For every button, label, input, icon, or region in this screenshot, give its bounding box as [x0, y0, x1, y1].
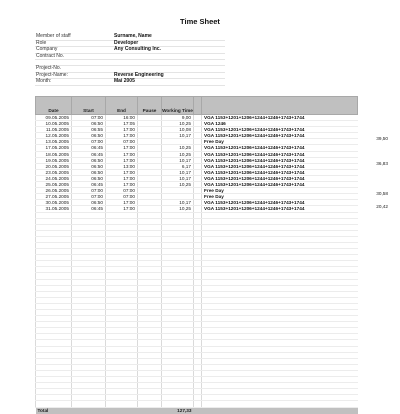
- end-cell[interactable]: 17:00: [106, 127, 138, 133]
- info-label: Member of staff: [35, 34, 113, 40]
- working-time-cell[interactable]: 10,25: [162, 206, 194, 212]
- working-time-cell[interactable]: 10,25: [162, 182, 194, 188]
- working-time-cell[interactable]: 10,17: [162, 175, 194, 181]
- date-cell[interactable]: 13.05.2005: [36, 139, 72, 145]
- weekly-total: 36,83: [376, 160, 388, 166]
- date-cell[interactable]: 23.05.2005: [36, 169, 72, 175]
- start-cell[interactable]: 06:50: [72, 169, 106, 175]
- end-cell[interactable]: 17:00: [106, 157, 138, 163]
- start-cell[interactable]: 06:50: [72, 121, 106, 127]
- date-cell[interactable]: 26.05.2005: [36, 188, 72, 194]
- total-cell: [202, 407, 358, 414]
- end-cell[interactable]: 17:00: [106, 175, 138, 181]
- date-cell[interactable]: 11.05.2005: [36, 127, 72, 133]
- total-cell: [138, 407, 162, 414]
- description-cell[interactable]: VGA 1153+1201+1206+1244+1246+1743+1744: [202, 182, 358, 188]
- info-value[interactable]: Developer: [113, 40, 225, 47]
- column-header-start: Start: [72, 97, 106, 115]
- description-cell[interactable]: VGA 1153+1201+1206+1244+1246+1743+1744: [202, 175, 358, 181]
- info-label: Company: [35, 47, 113, 54]
- description-cell[interactable]: Free Day: [202, 188, 358, 194]
- start-cell[interactable]: 06:45: [72, 145, 106, 151]
- total-cell: [72, 407, 106, 414]
- working-time-cell[interactable]: 9,00: [162, 115, 194, 121]
- weekly-total: 30,58: [376, 191, 388, 197]
- description-cell[interactable]: Free Day: [202, 139, 358, 145]
- column-header-pause: Pause: [138, 97, 162, 115]
- working-time-cell[interactable]: 10,17: [162, 133, 194, 139]
- start-cell[interactable]: 06:50: [72, 200, 106, 206]
- total-row: [36, 407, 358, 414]
- info-value[interactable]: Mai 2005: [113, 79, 225, 86]
- working-time-cell[interactable]: 10,17: [162, 169, 194, 175]
- start-cell[interactable]: 07:00: [72, 115, 106, 121]
- header-row: [36, 97, 358, 115]
- info-value[interactable]: Reverse Engineering: [113, 72, 225, 79]
- end-cell[interactable]: 07:00: [106, 188, 138, 194]
- column-header-description: [202, 97, 358, 115]
- date-cell[interactable]: 12.05.2005: [36, 133, 72, 139]
- date-cell[interactable]: 30.05.2005: [36, 200, 72, 206]
- start-cell[interactable]: 06:50: [72, 163, 106, 169]
- start-cell[interactable]: 06:55: [72, 127, 106, 133]
- working-time-cell[interactable]: 10,08: [162, 127, 194, 133]
- end-cell[interactable]: 17:00: [106, 169, 138, 175]
- weekly-total: 39,50: [376, 136, 388, 142]
- timesheet-body: [36, 115, 358, 408]
- column-header-working-time: Working Time: [162, 97, 194, 115]
- end-cell[interactable]: 17:00: [106, 200, 138, 206]
- start-cell[interactable]: 07:00: [72, 194, 106, 200]
- description-cell[interactable]: VGA 1153+1201+1206+1244+1246+1743+1744: [202, 127, 358, 133]
- working-time-cell[interactable]: 10,17: [162, 200, 194, 206]
- start-cell[interactable]: 07:00: [72, 139, 106, 145]
- total-cell: [194, 407, 202, 414]
- start-cell[interactable]: 06:45: [72, 182, 106, 188]
- start-cell[interactable]: 06:50: [72, 157, 106, 163]
- info-label: Month:: [35, 79, 113, 86]
- info-label: Role: [35, 40, 113, 47]
- date-cell[interactable]: 31.05.2005: [36, 206, 72, 212]
- description-cell[interactable]: Free Day: [202, 194, 358, 200]
- end-cell[interactable]: 17:05: [106, 121, 138, 127]
- date-cell[interactable]: 20.05.2005: [36, 163, 72, 169]
- description-cell[interactable]: VGA 1153+1201+1206+1244+1246+1743+1744: [202, 200, 358, 206]
- end-cell[interactable]: 17:00: [106, 206, 138, 212]
- end-cell[interactable]: 17:00: [106, 133, 138, 139]
- info-label: Contract No.: [35, 53, 113, 60]
- weekly-total: 20,42: [376, 203, 388, 209]
- column-header-end: End: [106, 97, 138, 115]
- end-cell[interactable]: 17:00: [106, 182, 138, 188]
- date-cell[interactable]: 09.05.2005: [36, 115, 72, 121]
- staff-info-table: [35, 34, 225, 86]
- page-title: Time Sheet: [180, 17, 220, 26]
- info-value[interactable]: Surname, Name: [113, 34, 225, 40]
- start-cell[interactable]: 06:45: [72, 151, 106, 157]
- date-cell[interactable]: 25.05.2005: [36, 182, 72, 188]
- description-cell[interactable]: VGA 1153+1201+1206+1244+1246+1743+1744: [202, 169, 358, 175]
- info-label: Project-Name:: [35, 72, 113, 79]
- end-cell[interactable]: 07:00: [106, 194, 138, 200]
- start-cell[interactable]: 06:50: [72, 133, 106, 139]
- info-row: [35, 79, 225, 86]
- info-value[interactable]: Any Consulting Inc.: [113, 47, 225, 54]
- date-cell[interactable]: 19.05.2005: [36, 157, 72, 163]
- description-cell[interactable]: VGA 1153+1201+1206+1244+1246+1743+1744: [202, 115, 358, 121]
- column-header-spacer: [194, 97, 202, 115]
- description-cell[interactable]: VGA 1153+1201+1206+1244+1246+1743+1744: [202, 133, 358, 139]
- date-cell[interactable]: 24.05.2005: [36, 175, 72, 181]
- end-cell[interactable]: 17:00: [106, 151, 138, 157]
- description-cell[interactable]: VGA 1153+1201+1206+1244+1246+1743+1744: [202, 151, 358, 157]
- description-cell[interactable]: VGA 1153+1201+1206+1244+1246+1743+1744: [202, 145, 358, 151]
- start-cell[interactable]: 06:45: [72, 206, 106, 212]
- total-cell: [106, 407, 138, 414]
- description-cell[interactable]: VGA 1153+1201+1206+1244+1246+1743+1744: [202, 157, 358, 163]
- working-time-cell[interactable]: 6,17: [162, 163, 194, 169]
- end-cell[interactable]: 13:00: [106, 163, 138, 169]
- end-cell[interactable]: 17:00: [106, 145, 138, 151]
- date-cell[interactable]: 10.05.2005: [36, 121, 72, 127]
- date-cell[interactable]: 17.05.2005: [36, 145, 72, 151]
- end-cell[interactable]: 07:00: [106, 139, 138, 145]
- description-cell[interactable]: VGA 1153+1201+1206+1244+1246+1743+1744: [202, 163, 358, 169]
- end-cell[interactable]: 16:00: [106, 115, 138, 121]
- total-label: Total: [36, 407, 72, 414]
- working-time-cell[interactable]: 10,25: [162, 145, 194, 151]
- working-time-cell[interactable]: 10,25: [162, 151, 194, 157]
- total-working-time: 127,33: [162, 407, 194, 414]
- date-cell[interactable]: 27.05.2005: [36, 194, 72, 200]
- start-cell[interactable]: 06:50: [72, 175, 106, 181]
- working-time-cell[interactable]: 10,25: [162, 121, 194, 127]
- start-cell[interactable]: 07:00: [72, 188, 106, 194]
- info-label: Project-No.: [35, 66, 113, 73]
- description-cell[interactable]: VGA 1246: [202, 121, 358, 127]
- working-time-cell[interactable]: 10,17: [162, 157, 194, 163]
- date-cell[interactable]: 18.05.2005: [36, 151, 72, 157]
- column-header-date: Date: [36, 97, 72, 115]
- description-cell[interactable]: VGA 1153+1201+1206+1244+1246+1743+1744: [202, 206, 358, 212]
- timesheet-table: [35, 96, 358, 414]
